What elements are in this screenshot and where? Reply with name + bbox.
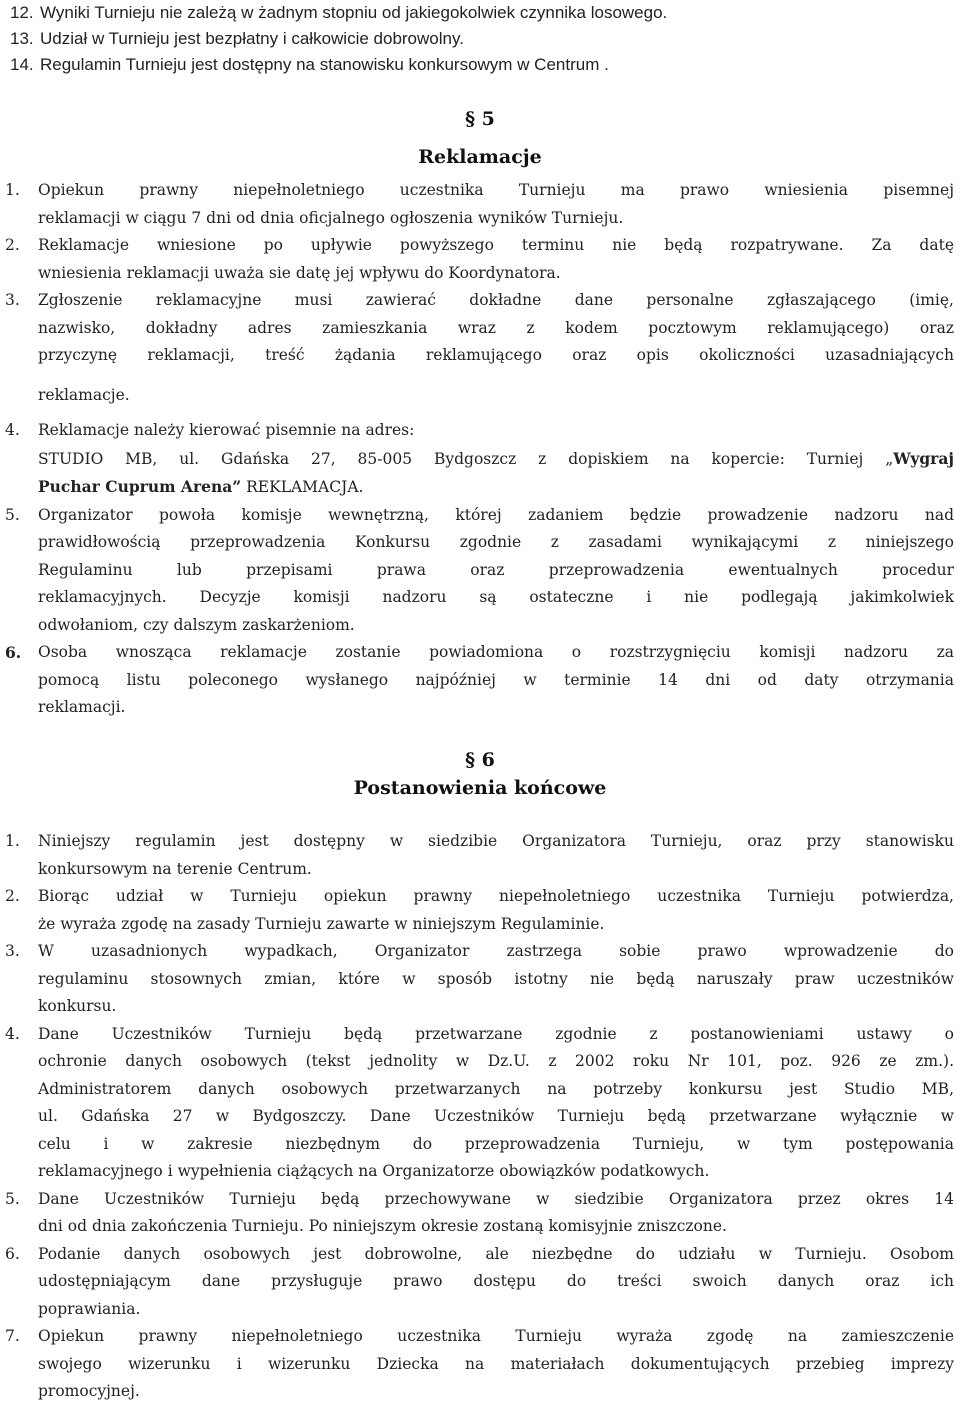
item-number: 6.	[5, 1244, 20, 1263]
item-line: Dane Uczestników Turnieju będą przechowywane w siedzibie Organizatora przez okres 14	[38, 1189, 954, 1208]
list-item	[0, 232, 960, 287]
item-line: że wyraża zgodę na zasady Turnieju zawarte w niniejszym Regulaminie.	[38, 914, 605, 933]
item-line: poprawiania.	[38, 1299, 141, 1318]
item-line: wniesienia reklamacji uważa sie datę jej wpływu do Koordynatora.	[38, 263, 561, 282]
item-number: 5.	[5, 505, 20, 524]
item-line: Zgłoszenie reklamacyjne musi zawierać dokładne dane personalne zgłaszającego (imię,	[38, 291, 954, 309]
item-line: reklamacji w ciągu 7 dni od dnia oficjalnego ogłoszenia wyników Turnieju.	[38, 208, 624, 227]
item-line: reklamacyjnych. Decyzje komisji nadzoru są ostateczne i nie podlegają jakimkolwiek	[38, 588, 954, 606]
list-item	[0, 828, 960, 883]
list-item	[0, 287, 960, 409]
section-number: § 6	[465, 749, 495, 771]
item-line: Organizator powoła komisje wewnętrzną, której zadaniem będzie prowadzenie nadzoru nad	[38, 505, 954, 524]
section6-items	[0, 828, 960, 1406]
list-item	[0, 1021, 960, 1186]
list-item	[10, 26, 950, 52]
list-item	[0, 1241, 960, 1324]
item-number: 2.	[5, 236, 20, 254]
item-line: udostępniającym dane przysługuje prawo dostępu do treści swoich danych oraz ich	[38, 1272, 954, 1290]
item-number: 3.	[5, 291, 20, 309]
item-text: Wyniki Turnieju nie zależą w żadnym stopniu od jakiegokolwiek czynnika losowego.	[40, 3, 668, 22]
section5-items	[0, 177, 960, 722]
item-line: ul. Gdańska 27 w Bydgoszczy. Dane Uczestników Turnieju będą przetwarzane wyłącznie w	[38, 1107, 954, 1125]
item-number: 14.	[10, 55, 34, 74]
list-item	[0, 177, 960, 232]
item-number: 4.	[5, 421, 20, 439]
list-item	[0, 1323, 960, 1406]
item-number: 13.	[10, 29, 34, 48]
list-item	[0, 1186, 960, 1241]
section-title: Postanowienia końcowe	[353, 777, 607, 799]
list-item	[0, 639, 960, 722]
item-line: promocyjnej.	[38, 1382, 140, 1400]
list-item	[10, 52, 950, 78]
list-item	[0, 502, 960, 640]
item-line: Opiekun prawny niepełnoletniego uczestnika Turnieju ma prawo wniesienia pisemnej	[38, 181, 954, 199]
item-number: 2.	[5, 887, 20, 905]
item-number: 5.	[5, 1189, 20, 1208]
item-line: odwołaniom, czy dalszym zaskarżeniom.	[38, 615, 355, 634]
section-number: § 5	[465, 108, 495, 130]
item-line: regulaminu stosownych zmian, które w sposób istotny nie będą naruszały praw uczestników	[38, 969, 954, 988]
item-line: prawidłowością przeprowadzenia Konkursu zgodnie z zasadami wynikającymi z niniejszego	[38, 533, 954, 551]
item-line: ochronie danych osobowych (tekst jednolity w Dz.U. z 2002 roku Nr 101, poz. 926 ze zm.).	[38, 1052, 954, 1070]
item-line: konkursu.	[38, 997, 117, 1015]
item-number: 1.	[5, 832, 20, 850]
item-line: reklamacji.	[38, 698, 126, 716]
section-title: Reklamacje	[418, 146, 542, 168]
item-line: Dane Uczestników Turnieju będą przetwarzane zgodnie z postanowieniami ustawy o	[38, 1024, 954, 1043]
list-item	[10, 0, 950, 26]
item-number: 12.	[10, 3, 34, 22]
item-line: Administratorem danych osobowych przetwarzanych na potrzeby konkursu jest Studio MB,	[38, 1079, 954, 1098]
item-line: STUDIO MB, ul. Gdańska 27, 85-005 Bydgoszcz z dopiskiem na kopercie: Turniej „Wygraj	[38, 448, 954, 468]
contest-name-bold: Wygraj	[893, 448, 954, 468]
list-item	[0, 417, 960, 502]
item-number: 7.	[5, 1327, 20, 1345]
item-line: swojego wizerunku i wizerunku Dziecka na materiałach dokumentujących przebieg imprezy	[38, 1354, 954, 1373]
item-line: Niniejszy regulamin jest dostępny w siedzibie Organizatora Turnieju, oraz przy stanowisku	[38, 832, 954, 850]
item-line: reklamacje.	[38, 385, 130, 404]
item-line: nazwisko, dokładny adres zamieszkania wraz z kodem pocztowym reklamującego) oraz	[38, 318, 954, 337]
item-line: konkursowym na terenie Centrum.	[38, 859, 312, 878]
item-line: Opiekun prawny niepełnoletniego uczestnika Turnieju wyraża zgodę na zamieszczenie	[38, 1327, 954, 1345]
item-line: W uzasadnionych wypadkach, Organizator zastrzega sobie prawo wprowadzenie do	[38, 942, 954, 960]
list-item	[0, 938, 960, 1021]
item-line: Reklamacje należy kierować pisemnie na adres:	[38, 421, 415, 439]
item-text: Udział w Turnieju jest bezpłatny i całkowicie dobrowolny.	[40, 29, 464, 48]
item-line: Puchar Cuprum Arena” REKLAMACJA.	[38, 477, 364, 496]
item-line: pomocą listu poleconego wysłanego najpóźniej w terminie 14 dni od daty otrzymania	[38, 670, 954, 689]
item-line: reklamacyjnego i wypełnienia ciążących na Organizatorze obowiązków podatkowych.	[38, 1162, 710, 1180]
item-line: Regulaminu lub przepisami prawa oraz przeprowadzenia ewentualnych procedur	[38, 560, 954, 579]
top-list	[10, 0, 950, 78]
item-number: 4.	[5, 1024, 20, 1043]
item-line: Podanie danych osobowych jest dobrowolne, ale niezbędne do udziału w Turnieju. Osobom	[38, 1244, 954, 1263]
list-item	[0, 883, 960, 938]
item-line: Osoba wnosząca reklamacje zostanie powiadomiona o rozstrzygnięciu komisji nadzoru za	[38, 643, 954, 661]
item-number: 6.	[5, 643, 22, 662]
item-line: dni od dnia zakończenia Turnieju. Po niniejszym okresie zostaną komisyjnie zniszczone.	[38, 1217, 727, 1235]
item-number: 3.	[5, 942, 20, 960]
item-line: Reklamacje wniesione po upływie powyższego terminu nie będą rozpatrywane. Za datę	[38, 236, 954, 254]
item-text: Regulamin Turnieju jest dostępny na stanowisku konkursowym w Centrum .	[40, 55, 609, 74]
item-line: przyczynę reklamacji, treść żądania reklamującego oraz opis okoliczności uzasadniających	[38, 346, 954, 364]
item-number: 1.	[5, 181, 20, 199]
item-line: celu i w zakresie niezbędnym do przeprowadzenia Turnieju, w tym postępowania	[38, 1134, 954, 1153]
item-line: Biorąc udział w Turnieju opiekun prawny niepełnoletniego uczestnika Turnieju potwierdza,	[38, 887, 954, 905]
contest-name-bold: Puchar Cuprum Arena”	[38, 477, 242, 496]
